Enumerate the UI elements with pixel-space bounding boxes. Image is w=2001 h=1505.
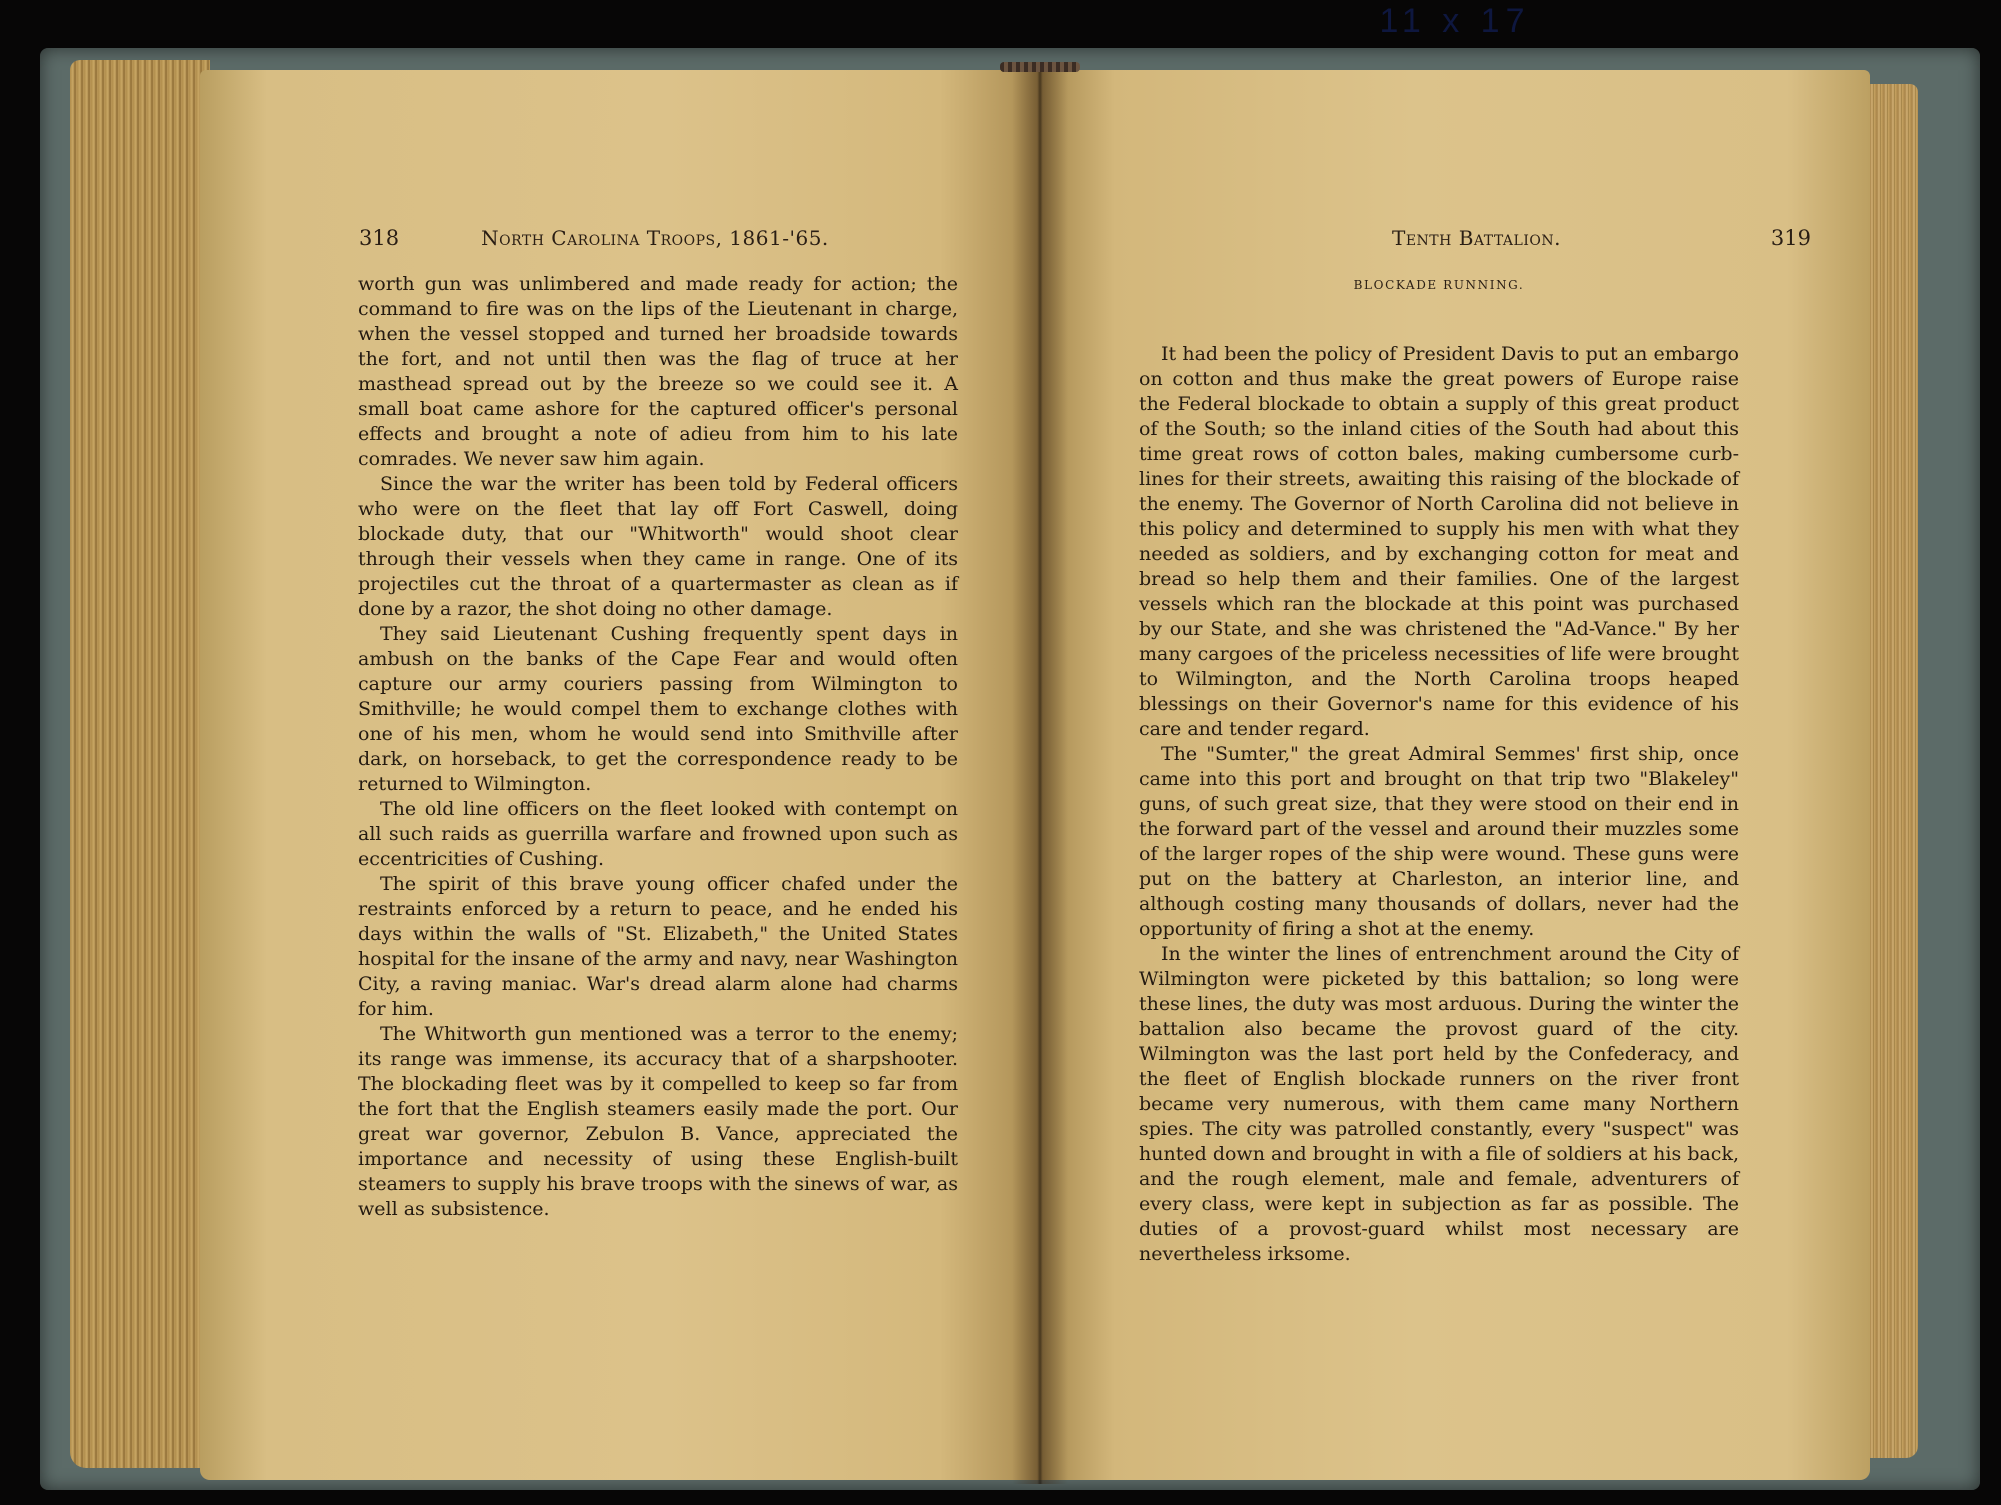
left-running-head <box>359 226 1031 260</box>
paragraph: The "Sumter," the great Admiral Semmes' first ship, once came into this port and brought on that trip two "Blakeley" guns, of such great size, that they were stood on their end in the forward part of the vessel and around their muzzles some of the larger ropes of the ship were wound. These guns were put on the battery at Charleston, an interior line, and although costing many thousands of dollars, never had the opportunity of firing a shot at the enemy. <box>1139 743 1739 940</box>
right-running-title: Tenth Battalion. <box>1392 226 1561 250</box>
page-edges-left <box>70 60 210 1468</box>
book-gutter <box>1012 64 1068 1484</box>
paragraph: They said Lieutenant Cushing frequently spent days in ambush on the banks of the Cape Fear and would often capture our army couriers passing from Wilmington to Smithville; he would compel them to exchange clothes with one of his men, whom he would send into Smithville after dark, on horseback, to get the correspondence ready to be returned to Wilmington. <box>358 623 958 795</box>
paragraph: In the winter the lines of entrenchment around the City of Wilmington were picketed by this battalion; so long were these lines, the duty was most arduous. During the winter the battalion also became the provost guard of the city. Wilmington was the last port held by the Confederacy, and the fleet of English blockade runners on the river front became very numerous, with them came many Northern spies. The city was patrolled constantly, every "suspect" was hunted down and brought in with a file of soldiers at his back, and the rough element, male and female, adventurers of every class, were kept in subjection as far as possible. The duties of a provost-guard whilst most necessary are nevertheless irksome. <box>1139 943 1739 1265</box>
paragraph: The old line officers on the fleet looked with contempt on all such raids as guerrilla warfare and frowned upon such as eccentricities of Cushing. <box>358 798 958 870</box>
paragraph: Since the war the writer has been told by Federal officers who were on the fleet that lay off Fort Caswell, doing blockade duty, that our "Whitworth" would shoot clear through their vessels when they came in range. One of its projectiles cut the throat of a quartermaster as clean as if done by a razor, the shot doing no other damage. <box>358 473 958 620</box>
right-page-number: 319 <box>1770 226 1811 250</box>
left-running-title: North Carolina Troops, 1861-'65. <box>481 226 829 250</box>
left-page <box>200 70 1040 1480</box>
paragraph: The Whitworth gun mentioned was a terror to the enemy; its range was immense, its accuracy that of a sharpshooter. The blockading fleet was by it compelled to keep so far from the fort that the English steamers easily made the port. Our great war governor, Zebulon B. Vance, appreciated the importance and necessity of using these English-built steamers to supply his brave troops with the sinews of war, as well as subsistence. <box>358 1023 958 1220</box>
left-body-text <box>358 272 958 1222</box>
paragraph: It had been the policy of President Davis to put an embargo on cotton and thus make the great powers of Europe raise the Federal blockade to obtain a supply of this great product of the South; so the inland cities of the South had about this time great rows of cotton bales, making cumbersome curb-lines for their streets, awaiting this raising of the blockade of the enemy. The Governor of North Carolina did not believe in this policy and determined to supply his men with what they needed as soldiers, and by exchanging cotton for meat and bread so help them and their families. One of the largest vessels which ran the blockade at this point was purchased by our State, and she was christened the "Ad-Vance." By her many cargoes of the priceless necessities of life were brought to Wilmington, and the North Carolina troops heaped blessings on their Governor's name for this evidence of his care and tender regard. <box>1139 343 1739 740</box>
paragraph: The spirit of this brave young officer chafed under the restraints enforced by a return to peace, and he ended his days within the walls of "St. Elizabeth," the United States hospital for the insane of the army and navy, near Washington City, a raving maniac. War's dread alarm alone had charms for him. <box>358 873 958 1020</box>
right-running-head <box>1139 226 1811 260</box>
spine-stitching <box>1000 62 1080 72</box>
right-page <box>1040 70 1870 1480</box>
scale-note: 11 x 17 <box>1379 2 1531 40</box>
paragraph: worth gun was unlimbered and made ready for action; the command to fire was on the lips of the Lieutenant in charge, when the vessel stopped and turned her broadside towards the fort, and not until then was the flag of truce at her masthead spread out by the breeze so we could see it. A small boat came ashore for the captured officer's personal effects and brought a note of adieu from him to his late comrades. We never saw him again. <box>358 273 958 470</box>
left-page-number: 318 <box>359 226 400 250</box>
right-body-text <box>1139 342 1739 1267</box>
section-heading: BLOCKADE RUNNING. <box>1353 278 1525 292</box>
